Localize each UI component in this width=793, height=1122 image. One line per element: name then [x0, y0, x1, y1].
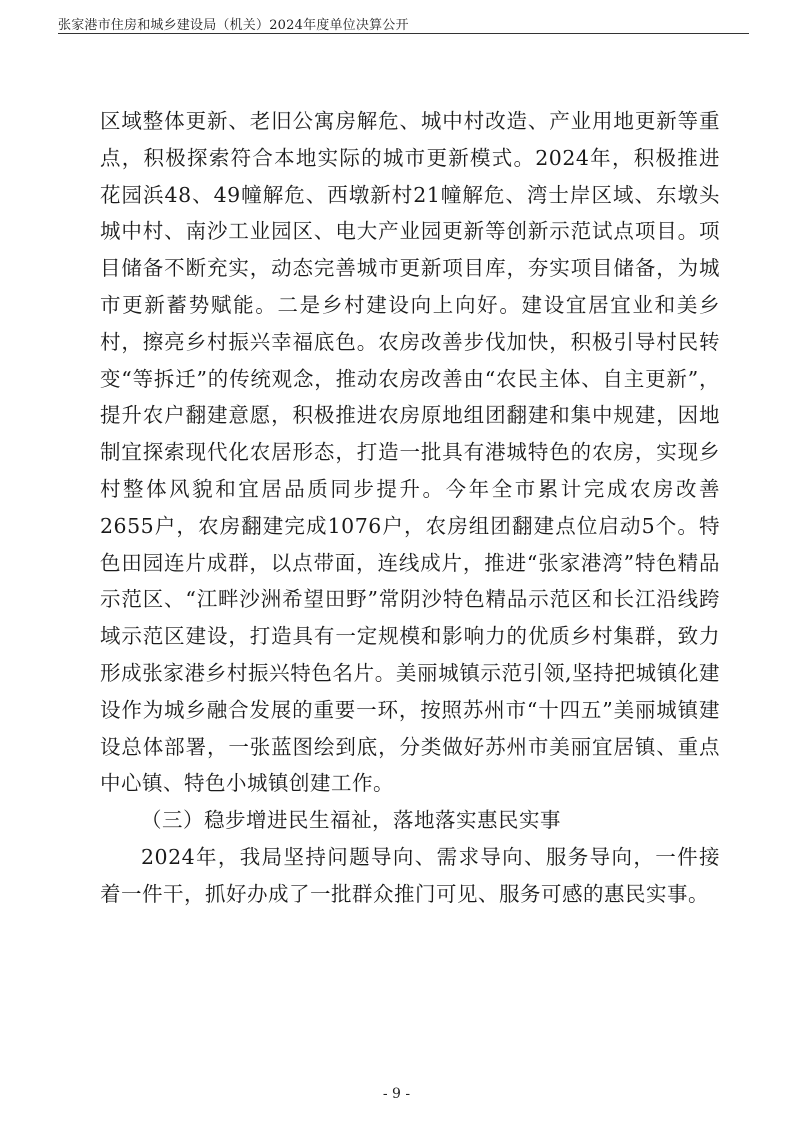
paragraph: 区域整体更新、老旧公寓房解危、城中村改造、产业用地更新等重点，积极探索符合本地实际的城市更新模式。2024年，积极推进花园浜48、49幢解危、西墩新村21幢解危、湾士岸区域、东墩头城中村、南沙工业园区、电大产业园更新等创新示范试点项目。项目储备不断充实，动态完善城市更新项目库，夯实项目储备，为城市更新蓄势赋能。二是乡村建设向上向好。建设宜居宜业和美乡村，擦亮乡村振兴幸福底色。农房改善步伐加快，积极引导村民转变“等拆迁”的传统观念，推动农房改善由“农民主体、自主更新”，提升农户翻建意愿，积极推进农房原地组团翻建和集中规建，因地制宜探索现代化农居形态，打造一批具有港城特色的农房，实现乡村整体风貌和宜居品质同步提升。今年全市累计完成农房改善2655户，农房翻建完成1076户，农房组团翻建点位启动5个。特色田园连片成群，以点带面，连线成片，推进“张家港湾”特色精品示范区、“江畔沙洲希望田野”常阴沙特色精品示范区和长江沿线跨域示范区建设，打造具有一定规模和影响力的优质乡村集群，致力形成张家港乡村振兴特色名片。美丽城镇示范引领,坚持把城镇化建设作为城乡融合发展的重要一环，按照苏州市“十四五”美丽城镇建设总体部署，一张蓝图绘到底，分类做好苏州市美丽宜居镇、重点中心镇、特色小城镇创建工作。	[100, 109, 720, 796]
page-header: 张家港市住房和城乡建设局（机关）2024年度单位决算公开	[58, 18, 409, 33]
section-heading: （三）稳步增进民生福祉，落地落实惠民实事	[141, 808, 561, 833]
document-body	[100, 103, 720, 913]
paragraph: 2024年，我局坚持问题导向、需求导向、服务导向，一件接着一件干，抓好办成了一批群众推门可见、服务可感的惠民实事。	[100, 844, 720, 906]
page-number: - 9 -	[382, 1086, 411, 1102]
header-divider	[58, 33, 749, 34]
